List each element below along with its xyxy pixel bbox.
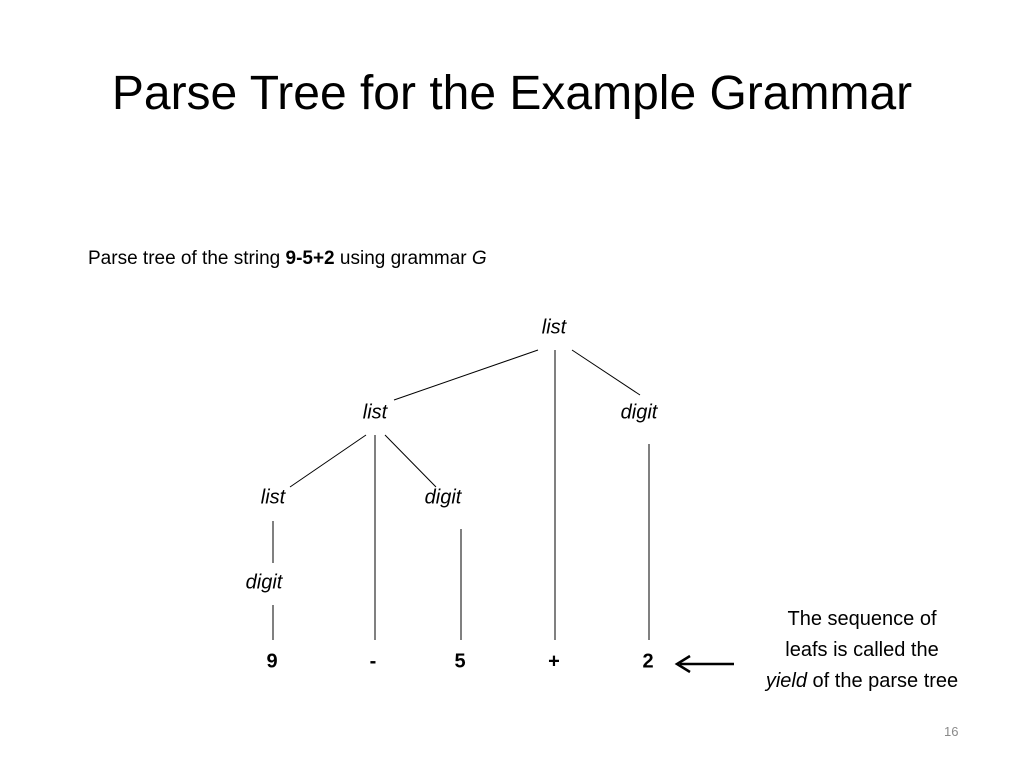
tree-node-list-level1: list: [362, 401, 388, 424]
leaf-9: 9: [266, 650, 278, 673]
edge-list-list: [290, 435, 366, 487]
subtitle-string: 9-5+2: [285, 248, 335, 269]
slide-title: Parse Tree for the Example Grammar: [111, 67, 913, 120]
tree-node-list-level2: list: [260, 486, 286, 509]
yield-note: [746, 604, 978, 697]
subtitle-middle: using grammar: [334, 248, 472, 269]
subtitle-prefix: Parse tree of the string: [88, 248, 286, 269]
tree-node-digit-level2: digit: [424, 486, 462, 509]
leaf-5: 5: [454, 650, 466, 673]
note-line-3: [746, 666, 978, 697]
edge-root-digit: [572, 350, 640, 395]
edge-list-digit: [385, 435, 436, 487]
note-term-yield: yield: [765, 670, 807, 692]
note-line-1: The sequence of: [787, 608, 937, 630]
leaf-2: 2: [642, 650, 654, 673]
leaf-minus: -: [369, 650, 377, 673]
leaf-plus: +: [548, 650, 560, 673]
note-line-2: leafs is called the: [785, 639, 939, 661]
note-line-3-rest: of the parse tree: [806, 670, 959, 692]
edge-root-list: [394, 350, 538, 400]
subtitle-grammar: G: [471, 248, 487, 269]
page-number: 16: [944, 724, 959, 739]
tree-node-root-list: list: [541, 316, 567, 339]
tree-node-digit-level1: digit: [620, 401, 658, 424]
tree-node-digit-level3: digit: [245, 571, 283, 594]
